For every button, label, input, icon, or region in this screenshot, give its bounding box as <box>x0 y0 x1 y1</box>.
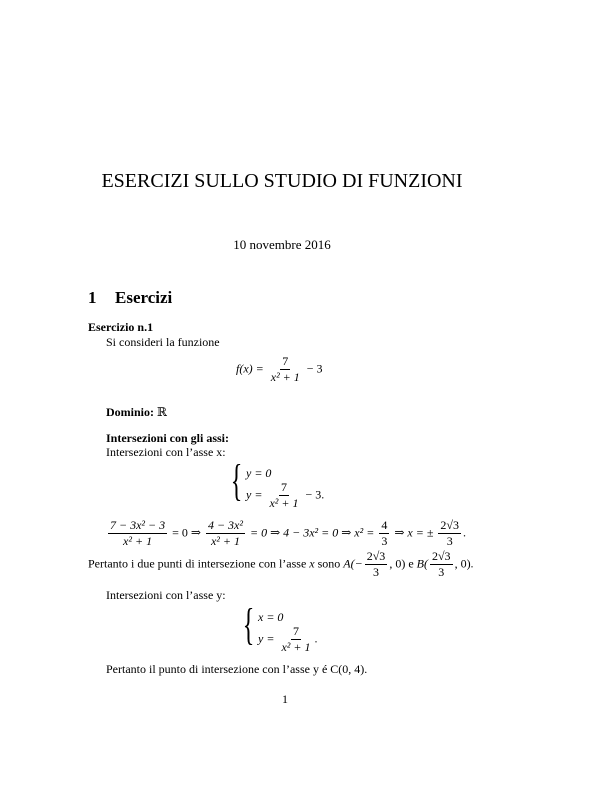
solution-chain <box>106 519 466 548</box>
section-heading <box>88 288 172 308</box>
system-x-line2-lhs: y = <box>246 487 263 502</box>
chain-fraction-1-num: 7 − 3x² − 3 <box>110 518 166 532</box>
chain-step-3: ⇒ x = ± <box>394 525 434 540</box>
point-a-open: A(− <box>343 556 363 571</box>
point-b-den: 3 <box>438 565 445 579</box>
system-x-tail: − 3. <box>305 487 325 502</box>
point-a-den: 3 <box>373 565 380 579</box>
point-b-open: B( <box>416 556 428 571</box>
domain-label: Dominio: <box>106 405 154 419</box>
system-x-brace: { <box>230 456 243 505</box>
section-number: 1 <box>88 288 97 307</box>
chain-fraction-4 <box>438 519 461 548</box>
x-axis-intersection-text: Intersezioni con l’asse x: <box>106 445 226 459</box>
point-a-close: , 0) <box>389 556 406 571</box>
system-x-numerator: 7 <box>280 480 287 494</box>
chain-fraction-2 <box>206 519 245 548</box>
y-point-sentence: Pertanto il punto di intersezione con l’asse y é C(0, 4). <box>106 662 368 676</box>
points-mid: sono <box>317 556 341 571</box>
chain-fraction-2-num: 4 − 3x² <box>207 518 243 532</box>
system-y-line1: x = 0 <box>258 610 284 624</box>
point-b-close: , 0). <box>454 556 474 571</box>
function-numerator: 7 <box>282 354 289 368</box>
section-title: Esercizi <box>115 288 173 307</box>
point-a-fraction <box>365 550 388 579</box>
system-y-tail: . <box>314 631 318 646</box>
points-var: x <box>309 556 315 571</box>
chain-step-2: = 0 ⇒ 4 − 3x² = 0 ⇒ x² = <box>249 525 375 540</box>
document-date: 10 novembre 2016 <box>233 237 331 252</box>
points-pre: Pertanto i due punti di intersezione con l’asse <box>88 556 307 571</box>
function-fraction <box>269 355 302 384</box>
intersections-heading: Intersezioni con gli assi: <box>106 431 229 445</box>
document-title: ESERCIZI SULLO STUDIO DI FUNZIONI <box>101 170 463 192</box>
intersection-points-sentence <box>88 550 474 579</box>
chain-step-1: = 0 ⇒ <box>172 525 201 540</box>
chain-fraction-4-num: 2√3 <box>440 518 460 532</box>
system-x-line2 <box>246 481 324 510</box>
system-x-denominator: x² + 1 <box>269 496 299 510</box>
point-b-num: 2√3 <box>431 549 451 563</box>
page-number: 1 <box>282 692 288 706</box>
chain-fraction-3-den: 3 <box>381 534 388 548</box>
system-y-line2-lhs: y = <box>258 631 275 646</box>
system-x-line1: y = 0 <box>246 466 272 480</box>
domain-line <box>106 405 167 420</box>
chain-end: . <box>463 525 467 540</box>
chain-fraction-1-den: x² + 1 <box>123 534 153 548</box>
function-definition <box>236 355 323 384</box>
chain-fraction-4-den: 3 <box>446 534 453 548</box>
chain-fraction-3-num: 4 <box>381 518 388 532</box>
chain-fraction-2-den: x² + 1 <box>210 534 240 548</box>
chain-fraction-1 <box>108 519 167 548</box>
system-y-fraction <box>279 625 312 654</box>
domain-value: ℝ <box>157 405 167 419</box>
system-x-fraction <box>267 481 300 510</box>
system-y-brace: { <box>242 600 255 649</box>
exercise-heading: Esercizio n.1 <box>88 320 154 334</box>
chain-fraction-3 <box>379 519 389 548</box>
system-y-numerator: 7 <box>292 624 299 638</box>
system-y-line2 <box>258 625 317 654</box>
intro-text: Si consideri la funzione <box>106 335 220 349</box>
points-and: e <box>408 556 414 571</box>
y-axis-intersection-text: Intersezioni con l’asse y: <box>106 588 226 602</box>
function-lhs: f(x) = <box>236 361 264 376</box>
point-b-fraction <box>430 550 453 579</box>
function-tail: − 3 <box>306 361 323 376</box>
system-y-denominator: x² + 1 <box>281 640 311 654</box>
function-denominator: x² + 1 <box>270 370 300 384</box>
point-a-num: 2√3 <box>366 549 386 563</box>
